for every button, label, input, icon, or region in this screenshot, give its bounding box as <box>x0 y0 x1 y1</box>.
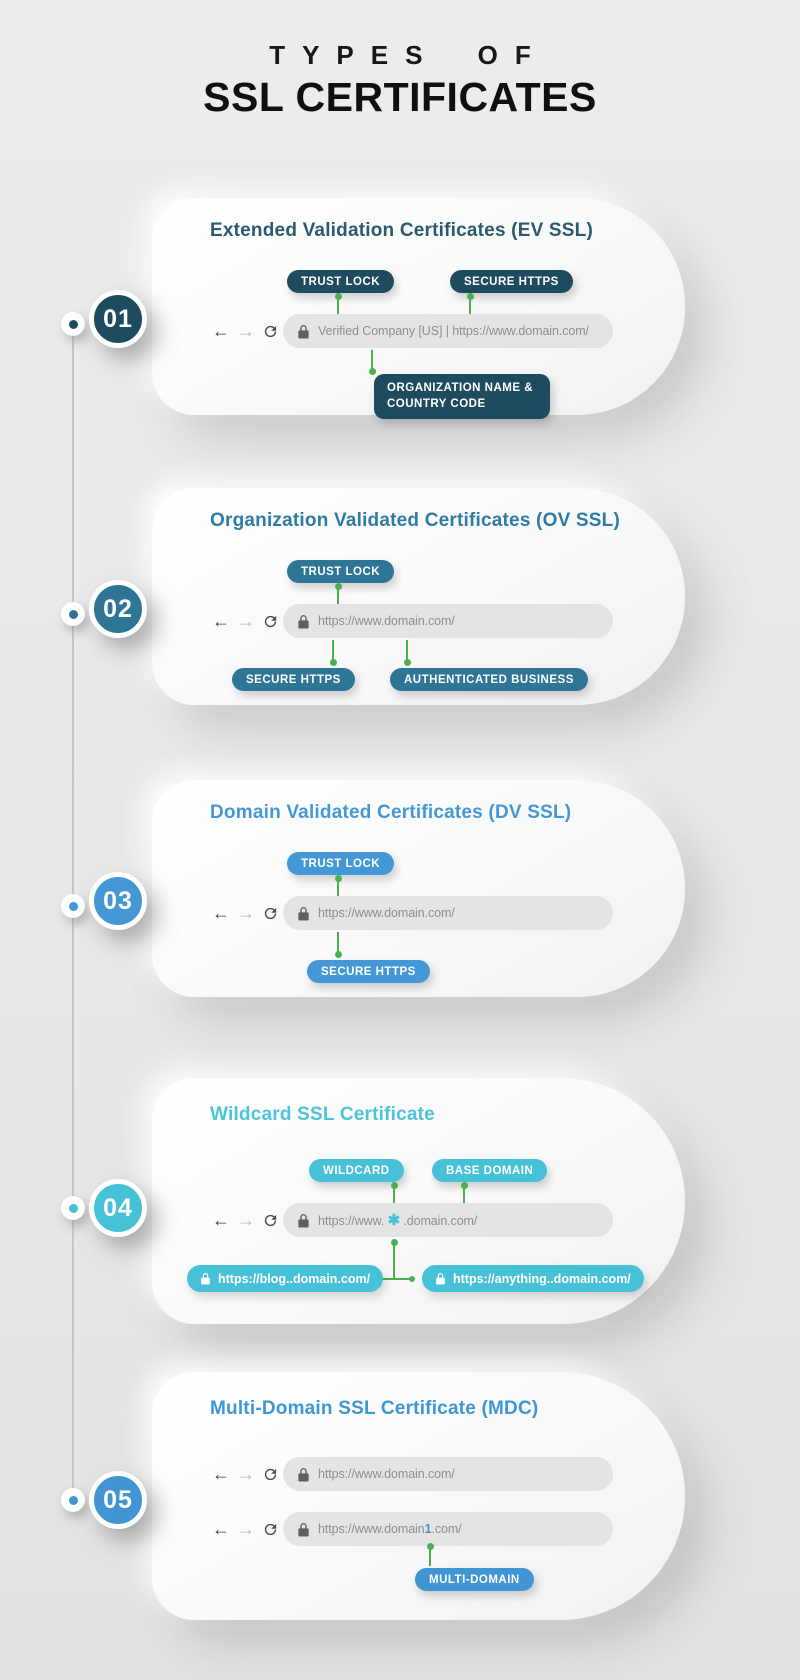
refresh-icon <box>262 1521 279 1538</box>
card-title: Wildcard SSL Certificate <box>210 1104 435 1125</box>
browser-nav-controls <box>212 1203 279 1237</box>
address-bar-url: https://www.domain.com/ <box>318 614 455 628</box>
wildcard-badge: WILDCARD <box>309 1159 404 1182</box>
card-title: Extended Validation Certificates (EV SSL) <box>210 220 594 241</box>
connector-line <box>337 586 339 604</box>
browser-nav-controls <box>212 1512 279 1546</box>
timeline-dot-core <box>69 1496 78 1505</box>
timeline-dot-core <box>69 902 78 911</box>
subdomain-example-pill <box>422 1265 644 1292</box>
connector-branch <box>378 1278 412 1280</box>
page-title: SSL CERTIFICATES <box>203 74 597 120</box>
lock-icon <box>297 1467 310 1482</box>
lock-icon <box>297 324 310 339</box>
subdomain-example-pill <box>187 1265 383 1292</box>
address-bar-url: Verified Company [US] | https://www.domain.com/ <box>318 324 589 338</box>
address-bar-url: https://www.domain1.com/ <box>318 1522 462 1536</box>
back-arrow-icon: ← <box>212 1464 230 1484</box>
step-number-badge: 05 <box>89 1471 147 1529</box>
browser-nav-controls <box>212 314 279 348</box>
connector-line <box>332 640 334 663</box>
card-title: Organization Validated Certificates (OV SSL) <box>210 510 620 531</box>
forward-arrow-icon: → <box>237 321 255 341</box>
refresh-icon <box>262 1466 279 1483</box>
step-number-badge: 03 <box>89 872 147 930</box>
header-kicker: TYPES OF <box>269 40 548 70</box>
secure-https-badge: SECURE HTTPS <box>307 960 430 983</box>
step-number-badge: 01 <box>89 290 147 348</box>
lock-icon <box>435 1272 446 1285</box>
step-number-badge: 02 <box>89 580 147 638</box>
connector-line <box>371 350 373 372</box>
step-number-badge: 04 <box>89 1179 147 1237</box>
browser-nav-controls <box>212 1457 279 1491</box>
address-bar-url: https://www.domain.com/ <box>318 1467 455 1481</box>
refresh-icon <box>262 1212 279 1229</box>
subdomain-url: https://blog..domain.com/ <box>218 1271 371 1286</box>
multi-domain-badge: MULTI-DOMAIN <box>415 1568 534 1591</box>
connector-line <box>429 1546 431 1566</box>
forward-arrow-icon: → <box>237 1210 255 1230</box>
wildcard-asterisk-icon: ✱ <box>387 1212 401 1229</box>
forward-arrow-icon: → <box>237 1464 255 1484</box>
lock-icon <box>297 614 310 629</box>
trust-lock-badge: TRUST LOCK <box>287 560 394 583</box>
secure-https-badge: SECURE HTTPS <box>450 270 573 293</box>
authenticated-business-badge: AUTHENTICATED BUSINESS <box>390 668 588 691</box>
timeline-dot-4 <box>61 1196 85 1220</box>
connector-line <box>337 296 339 314</box>
back-arrow-icon: ← <box>212 1210 230 1230</box>
address-bar <box>283 604 613 638</box>
forward-arrow-icon: → <box>237 611 255 631</box>
connector-line <box>469 296 471 314</box>
card-multi-domain-ssl <box>103 1372 685 1620</box>
secure-https-badge: SECURE HTTPS <box>232 668 355 691</box>
card-title: Multi-Domain SSL Certificate (MDC) <box>210 1398 539 1419</box>
browser-nav-controls <box>212 604 279 638</box>
highlighted-domain-digit: 1 <box>424 1522 432 1536</box>
base-domain-badge: BASE DOMAIN <box>432 1159 547 1182</box>
timeline-dot-5 <box>61 1488 85 1512</box>
connector-line <box>393 1239 395 1279</box>
connector-line <box>463 1185 465 1203</box>
refresh-icon <box>262 323 279 340</box>
lock-icon <box>297 1522 310 1537</box>
address-bar-url: https://www.domain.com/ <box>318 906 455 920</box>
connector-line <box>393 1185 395 1203</box>
lock-icon <box>297 1213 310 1228</box>
back-arrow-icon: ← <box>212 1519 230 1539</box>
card-wildcard-ssl <box>103 1078 685 1324</box>
lock-icon <box>200 1272 211 1285</box>
address-bar <box>283 1457 613 1491</box>
card-title: Domain Validated Certificates (DV SSL) <box>210 802 572 823</box>
address-bar-url: https://www. ✱ .domain.com/ <box>318 1212 478 1229</box>
forward-arrow-icon: → <box>237 1519 255 1539</box>
address-bar <box>283 314 613 348</box>
subdomain-url: https://anything..domain.com/ <box>453 1271 631 1286</box>
forward-arrow-icon: → <box>237 903 255 923</box>
refresh-icon <box>262 905 279 922</box>
connector-line <box>337 878 339 896</box>
trust-lock-badge: TRUST LOCK <box>287 852 394 875</box>
address-bar <box>283 1512 613 1546</box>
timeline-dot-3 <box>61 894 85 918</box>
organization-name-badge: ORGANIZATION NAME & COUNTRY CODE <box>374 374 550 419</box>
trust-lock-badge: TRUST LOCK <box>287 270 394 293</box>
browser-nav-controls <box>212 896 279 930</box>
refresh-icon <box>262 613 279 630</box>
timeline-dot-2 <box>61 602 85 626</box>
card-ov-ssl <box>103 488 685 705</box>
back-arrow-icon: ← <box>212 903 230 923</box>
card-ev-ssl <box>103 198 685 415</box>
timeline-dot-core <box>69 1204 78 1213</box>
back-arrow-icon: ← <box>212 321 230 341</box>
card-dv-ssl <box>103 780 685 997</box>
timeline-dot-core <box>69 610 78 619</box>
connector-line <box>406 640 408 663</box>
timeline-dot-1 <box>61 312 85 336</box>
back-arrow-icon: ← <box>212 611 230 631</box>
address-bar <box>283 896 613 930</box>
address-bar <box>283 1203 613 1237</box>
connector-line <box>337 932 339 955</box>
timeline-dot-core <box>69 320 78 329</box>
lock-icon <box>297 906 310 921</box>
